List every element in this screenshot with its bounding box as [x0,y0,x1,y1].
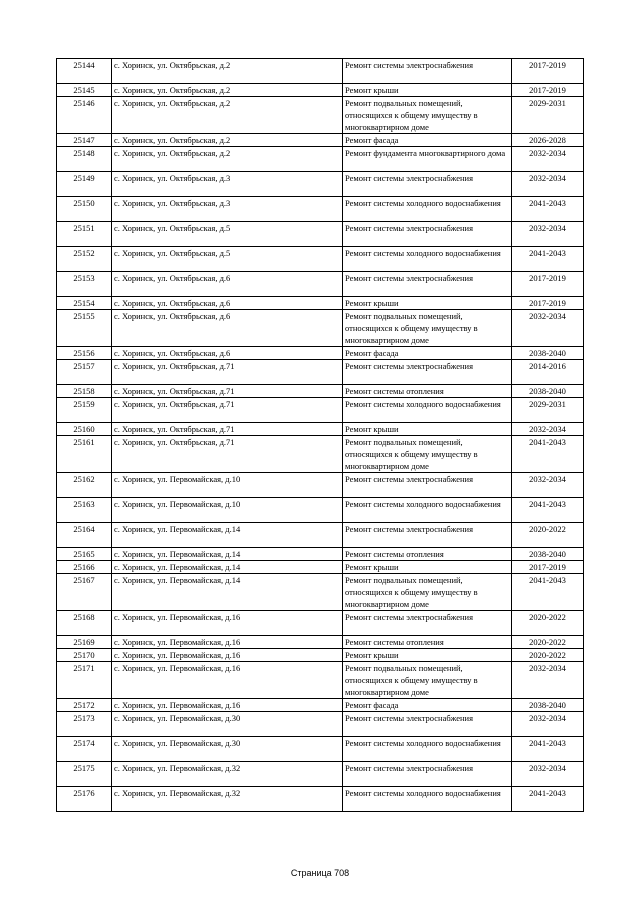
row-number-cell: 25169 [57,636,112,649]
work-type-cell: Ремонт крыши [343,649,512,662]
address-cell: с. Хоринск, ул. Октябрьская, д.71 [112,436,343,473]
address-cell: с. Хоринск, ул. Первомайская, д.32 [112,787,343,812]
row-number-cell: 25144 [57,59,112,84]
address-cell: с. Хоринск, ул. Октябрьская, д.71 [112,360,343,385]
address-cell: с. Хоринск, ул. Октябрьская, д.2 [112,59,343,84]
period-cell: 2038-2040 [512,548,584,561]
address-cell: с. Хоринск, ул. Октябрьская, д.71 [112,385,343,398]
repair-schedule-table [56,58,584,812]
table-row [57,247,584,272]
period-cell: 2032-2034 [512,423,584,436]
row-number-cell: 25155 [57,310,112,347]
address-cell: с. Хоринск, ул. Первомайская, д.10 [112,498,343,523]
work-type-cell: Ремонт системы отопления [343,548,512,561]
table-row [57,636,584,649]
work-type-cell: Ремонт фасада [343,347,512,360]
work-type-cell: Ремонт фасада [343,699,512,712]
table-row [57,134,584,147]
row-number-cell: 25176 [57,787,112,812]
work-type-cell: Ремонт системы холодного водоснабжения [343,398,512,423]
period-cell: 2041-2043 [512,436,584,473]
row-number-cell: 25147 [57,134,112,147]
row-number-cell: 25154 [57,297,112,310]
work-type-cell: Ремонт системы электроснабжения [343,59,512,84]
period-cell: 2041-2043 [512,737,584,762]
row-number-cell: 25170 [57,649,112,662]
work-type-cell: Ремонт системы холодного водоснабжения [343,197,512,222]
address-cell: с. Хоринск, ул. Октябрьская, д.71 [112,398,343,423]
work-type-cell: Ремонт крыши [343,297,512,310]
table-row [57,498,584,523]
work-type-cell: Ремонт системы холодного водоснабжения [343,247,512,272]
period-cell: 2020-2022 [512,523,584,548]
address-cell: с. Хоринск, ул. Октябрьская, д.2 [112,147,343,172]
table-row [57,147,584,172]
address-cell: с. Хоринск, ул. Октябрьская, д.71 [112,423,343,436]
period-cell: 2032-2034 [512,147,584,172]
row-number-cell: 25167 [57,574,112,611]
work-type-cell: Ремонт системы электроснабжения [343,222,512,247]
row-number-cell: 25161 [57,436,112,473]
address-cell: с. Хоринск, ул. Первомайская, д.14 [112,574,343,611]
period-cell: 2017-2019 [512,84,584,97]
address-cell: с. Хоринск, ул. Октябрьская, д.2 [112,97,343,134]
work-type-cell: Ремонт подвальных помещений, относящихся к общему имуществу в многоквартирном доме [343,574,512,611]
period-cell: 2029-2031 [512,97,584,134]
table-row [57,699,584,712]
table-body [57,59,584,812]
period-cell: 2041-2043 [512,498,584,523]
row-number-cell: 25145 [57,84,112,97]
work-type-cell: Ремонт подвальных помещений, относящихся к общему имуществу в многоквартирном доме [343,97,512,134]
work-type-cell: Ремонт подвальных помещений, относящихся к общему имуществу в многоквартирном доме [343,310,512,347]
table-row [57,297,584,310]
table-row [57,762,584,787]
work-type-cell: Ремонт крыши [343,84,512,97]
row-number-cell: 25149 [57,172,112,197]
work-type-cell: Ремонт системы отопления [343,385,512,398]
period-cell: 2038-2040 [512,385,584,398]
period-cell: 2032-2034 [512,310,584,347]
row-number-cell: 25146 [57,97,112,134]
row-number-cell: 25158 [57,385,112,398]
work-type-cell: Ремонт фасада [343,134,512,147]
address-cell: с. Хоринск, ул. Октябрьская, д.5 [112,222,343,247]
work-type-cell: Ремонт системы электроснабжения [343,473,512,498]
period-cell: 2032-2034 [512,172,584,197]
address-cell: с. Хоринск, ул. Октябрьская, д.2 [112,134,343,147]
row-number-cell: 25153 [57,272,112,297]
table-row [57,473,584,498]
address-cell: с. Хоринск, ул. Октябрьская, д.3 [112,172,343,197]
address-cell: с. Хоринск, ул. Первомайская, д.16 [112,649,343,662]
row-number-cell: 25162 [57,473,112,498]
table-row [57,59,584,84]
period-cell: 2041-2043 [512,574,584,611]
table-row [57,84,584,97]
row-number-cell: 25159 [57,398,112,423]
row-number-cell: 25152 [57,247,112,272]
period-cell: 2032-2034 [512,222,584,247]
table-row [57,548,584,561]
address-cell: с. Хоринск, ул. Октябрьская, д.2 [112,84,343,97]
address-cell: с. Хоринск, ул. Первомайская, д.30 [112,712,343,737]
work-type-cell: Ремонт фундамента многоквартирного дома [343,147,512,172]
address-cell: с. Хоринск, ул. Октябрьская, д.3 [112,197,343,222]
period-cell: 2014-2016 [512,360,584,385]
row-number-cell: 25173 [57,712,112,737]
period-cell: 2041-2043 [512,787,584,812]
work-type-cell: Ремонт системы холодного водоснабжения [343,787,512,812]
row-number-cell: 25151 [57,222,112,247]
period-cell: 2038-2040 [512,347,584,360]
row-number-cell: 25175 [57,762,112,787]
period-cell: 2038-2040 [512,699,584,712]
row-number-cell: 25164 [57,523,112,548]
address-cell: с. Хоринск, ул. Октябрьская, д.6 [112,297,343,310]
table-row [57,523,584,548]
row-number-cell: 25172 [57,699,112,712]
table-row [57,272,584,297]
period-cell: 2017-2019 [512,561,584,574]
work-type-cell: Ремонт подвальных помещений, относящихся к общему имуществу в многоквартирном доме [343,436,512,473]
page-number: Страница 708 [290,868,350,878]
row-number-cell: 25160 [57,423,112,436]
row-number-cell: 25168 [57,611,112,636]
period-cell: 2026-2028 [512,134,584,147]
work-type-cell: Ремонт системы электроснабжения [343,762,512,787]
table-row [57,737,584,762]
row-number-cell: 25150 [57,197,112,222]
table-row [57,787,584,812]
address-cell: с. Хоринск, ул. Первомайская, д.32 [112,762,343,787]
address-cell: с. Хоринск, ул. Первомайская, д.14 [112,548,343,561]
address-cell: с. Хоринск, ул. Первомайская, д.16 [112,611,343,636]
period-cell: 2020-2022 [512,649,584,662]
address-cell: с. Хоринск, ул. Октябрьская, д.5 [112,247,343,272]
table-row [57,172,584,197]
period-cell: 2017-2019 [512,59,584,84]
work-type-cell: Ремонт системы электроснабжения [343,712,512,737]
period-cell: 2032-2034 [512,712,584,737]
work-type-cell: Ремонт системы холодного водоснабжения [343,737,512,762]
period-cell: 2032-2034 [512,662,584,699]
period-cell: 2020-2022 [512,611,584,636]
table-row [57,347,584,360]
work-type-cell: Ремонт системы электроснабжения [343,523,512,548]
period-cell: 2041-2043 [512,197,584,222]
row-number-cell: 25174 [57,737,112,762]
row-number-cell: 25156 [57,347,112,360]
row-number-cell: 25157 [57,360,112,385]
period-cell: 2020-2022 [512,636,584,649]
address-cell: с. Хоринск, ул. Первомайская, д.16 [112,636,343,649]
table-row [57,611,584,636]
address-cell: с. Хоринск, ул. Октябрьская, д.6 [112,272,343,297]
address-cell: с. Хоринск, ул. Октябрьская, д.6 [112,347,343,360]
table-row [57,423,584,436]
period-cell: 2041-2043 [512,247,584,272]
work-type-cell: Ремонт системы электроснабжения [343,360,512,385]
work-type-cell: Ремонт подвальных помещений, относящихся к общему имуществу в многоквартирном доме [343,662,512,699]
work-type-cell: Ремонт крыши [343,423,512,436]
work-type-cell: Ремонт системы отопления [343,636,512,649]
period-cell: 2029-2031 [512,398,584,423]
table-row [57,310,584,347]
address-cell: с. Хоринск, ул. Первомайская, д.16 [112,699,343,712]
work-type-cell: Ремонт системы электроснабжения [343,611,512,636]
row-number-cell: 25165 [57,548,112,561]
work-type-cell: Ремонт системы электроснабжения [343,272,512,297]
period-cell: 2032-2034 [512,473,584,498]
row-number-cell: 25171 [57,662,112,699]
work-type-cell: Ремонт системы холодного водоснабжения [343,498,512,523]
table-row [57,97,584,134]
table-row [57,436,584,473]
row-number-cell: 25166 [57,561,112,574]
period-cell: 2017-2019 [512,272,584,297]
table-row [57,222,584,247]
address-cell: с. Хоринск, ул. Первомайская, д.30 [112,737,343,762]
work-type-cell: Ремонт системы электроснабжения [343,172,512,197]
address-cell: с. Хоринск, ул. Первомайская, д.14 [112,523,343,548]
address-cell: с. Хоринск, ул. Октябрьская, д.6 [112,310,343,347]
table-row [57,561,584,574]
table-row [57,197,584,222]
row-number-cell: 25163 [57,498,112,523]
table-row [57,712,584,737]
address-cell: с. Хоринск, ул. Первомайская, д.16 [112,662,343,699]
table-row [57,360,584,385]
table-row [57,574,584,611]
row-number-cell: 25148 [57,147,112,172]
table-row [57,398,584,423]
period-cell: 2032-2034 [512,762,584,787]
table-row [57,385,584,398]
period-cell: 2017-2019 [512,297,584,310]
table-row [57,662,584,699]
address-cell: с. Хоринск, ул. Первомайская, д.10 [112,473,343,498]
work-type-cell: Ремонт крыши [343,561,512,574]
table-row [57,649,584,662]
address-cell: с. Хоринск, ул. Первомайская, д.14 [112,561,343,574]
